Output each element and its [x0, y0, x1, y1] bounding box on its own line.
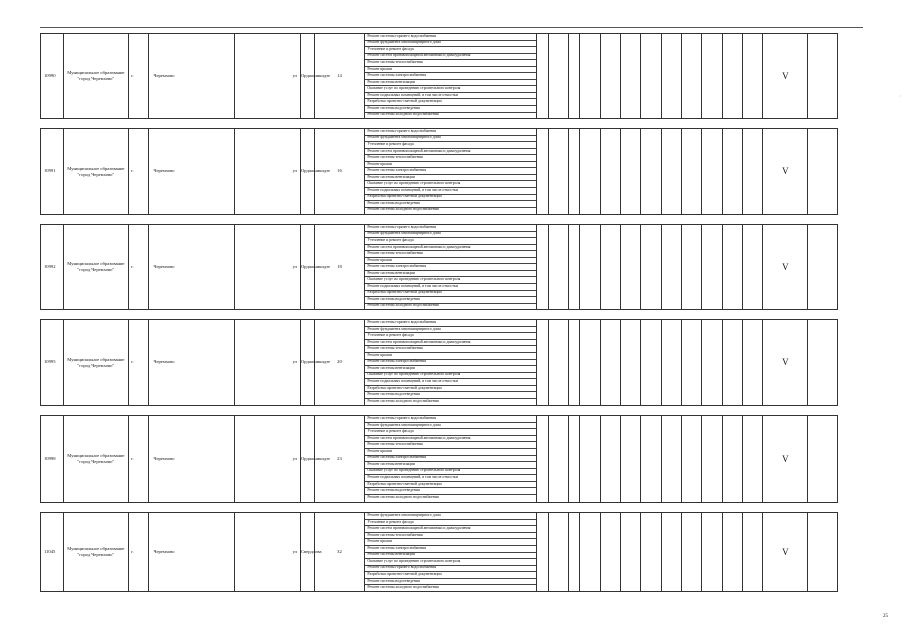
municipality: Муниципальное образование "город Черемхово" [63, 34, 129, 119]
work-item-label: Ремонт системы электроснабжения [365, 168, 536, 175]
blank-cell [620, 513, 640, 592]
blank-cell [600, 320, 620, 406]
work-item-label: Ремонт системы горячего водоснабжения [365, 565, 536, 572]
blank-cell [600, 416, 620, 503]
check-mark: V [763, 129, 808, 215]
record-row [41, 129, 838, 215]
blank-cell [742, 129, 762, 215]
blank-cell [808, 34, 838, 119]
street-type: ул [235, 416, 301, 503]
blank-cell [580, 34, 600, 119]
work-item-label: Ремонт системы вентиляции [365, 270, 536, 277]
work-item-label: Ремонт подвальных помещений, в том числе отмостки [365, 188, 536, 195]
work-item-label: Ремонт систем противопожарной автоматики и дымоудаления [365, 244, 536, 251]
blank-cell [702, 34, 722, 119]
works-list-cell [365, 225, 537, 310]
work-item [365, 112, 536, 118]
blank-cell [548, 225, 568, 310]
settlement-type: г. [129, 225, 149, 310]
work-item-label: Оказание услуг по проведению строительного контроля [365, 559, 536, 566]
street-name: Орджоникидзе [300, 416, 314, 503]
blank-cell [537, 34, 548, 119]
works-list-cell [365, 320, 537, 406]
blank-cell [641, 513, 661, 592]
record-row [41, 416, 838, 503]
work-item-label: Ремонт системы горячего водоснабжения [365, 320, 536, 326]
work-item-label: Ремонт системы электроснабжения [365, 359, 536, 366]
work-item-label: Ремонт крыши [365, 539, 536, 546]
blank-cell [742, 225, 762, 310]
blank-cell [620, 34, 640, 119]
settlement-name: Черемхово [149, 34, 235, 119]
works-list [365, 320, 536, 404]
blank-cell [568, 320, 579, 406]
work-item-label: Ремонт системы теплоснабжения [365, 442, 536, 449]
blank-cell [742, 320, 762, 406]
work-item-label: Ремонт систем противопожарной автоматики и дымоудаления [365, 148, 536, 155]
work-item-label: Ремонт системы теплоснабжения [365, 155, 536, 162]
street-name: Орджоникидзе [300, 320, 314, 406]
work-item-label: Ремонт системы холодного водоснабжения [367, 585, 439, 590]
blank-cell [808, 416, 838, 503]
works-list-cell [365, 34, 537, 119]
works-list [365, 416, 536, 500]
blank-cell [722, 513, 742, 592]
street-name: Орджоникидзе [300, 129, 314, 215]
work-item-label: Оказание услуг по проведению строительного контроля [365, 181, 536, 188]
work-item-label: Утепление и ремонт фасада [365, 429, 536, 436]
street-name: Орджоникидзе [300, 34, 314, 119]
settlement-type: г. [129, 320, 149, 406]
check-mark: V [763, 320, 808, 406]
work-item-label: Ремонт системы горячего водоснабжения [365, 129, 536, 135]
blank-cell [537, 320, 548, 406]
municipality: Муниципальное образование "город Черемхово" [63, 416, 129, 503]
blank-cell [568, 225, 579, 310]
work-item-label: Ремонт системы теплоснабжения [365, 251, 536, 258]
blank-cell [548, 34, 568, 119]
check-mark: V [763, 225, 808, 310]
record-block [40, 415, 838, 503]
work-item-label: Ремонт системы теплоснабжения [365, 60, 536, 67]
work-item-label: Ремонт системы водоотведения [365, 106, 536, 113]
blank-cell [568, 34, 579, 119]
record-row [41, 34, 838, 119]
blank-cell [548, 129, 568, 215]
settlement-type: г. [129, 129, 149, 215]
record-row [41, 513, 838, 592]
house-number: 16 [314, 129, 365, 215]
blank-cell [742, 513, 762, 592]
work-item [365, 494, 536, 500]
work-item-label: Ремонт системы холодного водоснабжения [367, 207, 439, 212]
house-number: 23 [314, 416, 365, 503]
record-id: 11045 [41, 513, 64, 592]
works-list [365, 225, 536, 309]
blank-cell [661, 320, 681, 406]
work-item-label: Ремонт системы холодного водоснабжения [367, 303, 439, 308]
blank-cell [548, 320, 568, 406]
record-id: 10992 [41, 225, 64, 310]
work-item-label: Ремонт систем противопожарной автоматики и дымоудаления [365, 526, 536, 533]
work-item-label: Ремонт системы электроснабжения [365, 545, 536, 552]
blank-cell [548, 513, 568, 592]
street-type: ул [235, 129, 301, 215]
work-item-label: Ремонт системы горячего водоснабжения [365, 416, 536, 422]
blank-cell [641, 225, 661, 310]
work-item-label: Утепление и ремонт фасада [365, 142, 536, 149]
blank-cell [681, 129, 701, 215]
work-item-label: Ремонт системы водоотведения [365, 392, 536, 399]
blank-cell [681, 320, 701, 406]
blank-cell [661, 513, 681, 592]
record-block [40, 319, 838, 406]
blank-cell [722, 225, 742, 310]
blank-cell [722, 416, 742, 503]
work-item-label: Ремонт системы электроснабжения [365, 264, 536, 271]
blank-cell [661, 225, 681, 310]
street-type: ул [235, 513, 301, 592]
settlement-name: Черемхово [149, 129, 235, 215]
blank-cell [580, 513, 600, 592]
municipality: Муниципальное образование "город Черемхово" [63, 225, 129, 310]
record-id: 10990 [41, 34, 64, 119]
record-block [40, 224, 838, 310]
works-list-cell [365, 513, 537, 592]
work-item-label: Ремонт системы горячего водоснабжения [365, 34, 536, 40]
house-number: 32 [314, 513, 365, 592]
blank-cell [600, 513, 620, 592]
blank-cell [661, 34, 681, 119]
work-item-label: Оказание услуг по проведению строительного контроля [365, 277, 536, 284]
work-item-label: Ремонт систем противопожарной автоматики и дымоудаления [365, 435, 536, 442]
blank-cell [620, 225, 640, 310]
settlement-type: г. [129, 513, 149, 592]
municipality: Муниципальное образование "город Черемхово" [63, 513, 129, 592]
blank-cell [537, 129, 548, 215]
work-item [365, 303, 536, 309]
page-number: 25 [883, 614, 888, 619]
settlement-name: Черемхово [149, 513, 235, 592]
work-item-label: Утепление и ремонт фасада [365, 519, 536, 526]
blank-cell [641, 320, 661, 406]
work-item-label: Ремонт системы вентиляции [365, 462, 536, 469]
work-item-label: Ремонт системы электроснабжения [365, 455, 536, 462]
blank-cell [568, 129, 579, 215]
blank-cell [580, 320, 600, 406]
blank-cell [702, 513, 722, 592]
record-id: 10998 [41, 416, 64, 503]
work-item-label: Ремонт системы вентиляции [365, 552, 536, 559]
blank-cell [620, 129, 640, 215]
blank-cell [620, 416, 640, 503]
blank-cell [568, 416, 579, 503]
record-id: 10995 [41, 320, 64, 406]
work-item-label: Оказание услуг по проведению строительного контроля [365, 468, 536, 475]
work-item-label: Оказание услуг по проведению строительного контроля [365, 86, 536, 93]
work-item-label: Ремонт подвальных помещений, в том числе отмостки [365, 92, 536, 99]
work-item-label: Разработка проектно-сметной документации [365, 572, 536, 579]
works-list-cell [365, 129, 537, 215]
street-type: ул [235, 34, 301, 119]
blank-cell [808, 320, 838, 406]
blank-cell [808, 513, 838, 592]
blank-cell [641, 34, 661, 119]
blank-cell [600, 34, 620, 119]
work-item-label: Ремонт крыши [365, 257, 536, 264]
work-item-label: Ремонт подвальных помещений, в том числе отмостки [365, 475, 536, 482]
stray-mark: ' [900, 96, 901, 101]
settlement-name: Черемхово [149, 225, 235, 310]
work-item-label: Ремонт фундамента многоквартирного дома [365, 40, 536, 47]
street-name: Свердлова [300, 513, 314, 592]
records-table [40, 33, 838, 601]
blank-cell [641, 129, 661, 215]
check-mark: V [763, 513, 808, 592]
work-item-label: Ремонт фундамента многоквартирного дома [365, 135, 536, 142]
record-row [41, 225, 838, 310]
work-item-label: Оказание услуг по проведению строительного контроля [365, 372, 536, 379]
work-item-label: Утепление и ремонт фасада [365, 47, 536, 54]
municipality: Муниципальное образование "город Черемхово" [63, 129, 129, 215]
blank-cell [580, 225, 600, 310]
blank-cell [681, 513, 701, 592]
work-item-label: Ремонт систем противопожарной автоматики и дымоудаления [365, 339, 536, 346]
blank-cell [742, 34, 762, 119]
work-item-label: Ремонт системы теплоснабжения [365, 346, 536, 353]
settlement-name: Черемхово [149, 320, 235, 406]
works-list [365, 129, 536, 213]
blank-cell [548, 416, 568, 503]
house-number: 20 [314, 320, 365, 406]
blank-cell [580, 129, 600, 215]
street-name: Орджоникидзе [300, 225, 314, 310]
blank-cell [600, 225, 620, 310]
record-block [40, 33, 838, 119]
work-item [365, 585, 536, 591]
street-type: ул [235, 320, 301, 406]
work-item-label: Разработка проектно-сметной документации [365, 99, 536, 106]
blank-cell [661, 129, 681, 215]
record-block [40, 128, 838, 215]
work-item-label: Ремонт подвальных помещений, в том числе отмостки [365, 379, 536, 386]
blank-cell [600, 129, 620, 215]
work-item [365, 207, 536, 213]
work-item-label: Ремонт крыши [365, 352, 536, 359]
house-number: 14 [314, 34, 365, 119]
work-item-label: Ремонт системы холодного водоснабжения [367, 112, 439, 117]
work-item-label: Ремонт системы горячего водоснабжения [365, 225, 536, 231]
blank-cell [808, 225, 838, 310]
blank-cell [702, 416, 722, 503]
house-number: 18 [314, 225, 365, 310]
record-row [41, 320, 838, 406]
work-item-label: Ремонт фундамента многоквартирного дома [365, 422, 536, 429]
record-id: 10991 [41, 129, 64, 215]
blank-cell [702, 320, 722, 406]
work-item-label: Ремонт подвальных помещений, в том числе отмостки [365, 284, 536, 291]
blank-cell [568, 513, 579, 592]
work-item-label: Ремонт крыши [365, 448, 536, 455]
settlement-type: г. [129, 34, 149, 119]
blank-cell [681, 225, 701, 310]
blank-cell [681, 416, 701, 503]
work-item-label: Разработка проектно-сметной документации [365, 385, 536, 392]
work-item-label: Ремонт крыши [365, 161, 536, 168]
work-item-label: Ремонт системы вентиляции [365, 366, 536, 373]
work-item-label: Ремонт системы вентиляции [365, 79, 536, 86]
work-item-label: Ремонт системы водоотведения [365, 578, 536, 585]
work-item-label: Ремонт системы вентиляции [365, 174, 536, 181]
work-item-label: Ремонт фундамента многоквартирного дома [365, 513, 536, 519]
works-list [365, 513, 536, 591]
blank-cell [537, 225, 548, 310]
blank-cell [702, 129, 722, 215]
blank-cell [742, 416, 762, 503]
top-rule [40, 27, 863, 28]
municipality: Муниципальное образование "город Черемхово" [63, 320, 129, 406]
works-list-cell [365, 416, 537, 503]
blank-cell [537, 416, 548, 503]
work-item-label: Утепление и ремонт фасада [365, 333, 536, 340]
blank-cell [537, 513, 548, 592]
check-mark: V [763, 416, 808, 503]
work-item-label: Ремонт системы водоотведения [365, 488, 536, 495]
work-item-label: Ремонт системы холодного водоснабжения [367, 494, 439, 499]
work-item-label: Разработка проектно-сметной документации [365, 194, 536, 201]
blank-cell [661, 416, 681, 503]
street-type: ул [235, 225, 301, 310]
record-block [40, 512, 838, 592]
work-item [365, 398, 536, 404]
work-item-label: Ремонт системы водоотведения [365, 201, 536, 208]
blank-cell [722, 320, 742, 406]
settlement-name: Черемхово [149, 416, 235, 503]
work-item-label: Разработка проектно-сметной документации [365, 481, 536, 488]
work-item-label: Утепление и ремонт фасада [365, 238, 536, 245]
blank-cell [722, 34, 742, 119]
work-item-label: Ремонт системы теплоснабжения [365, 532, 536, 539]
blank-cell [808, 129, 838, 215]
works-list [365, 34, 536, 118]
blank-cell [580, 416, 600, 503]
blank-cell [722, 129, 742, 215]
check-mark: V [763, 34, 808, 119]
blank-cell [641, 416, 661, 503]
blank-cell [620, 320, 640, 406]
work-item-label: Разработка проектно-сметной документации [365, 290, 536, 297]
work-item-label: Ремонт фундамента многоквартирного дома [365, 326, 536, 333]
blank-cell [681, 34, 701, 119]
settlement-type: г. [129, 416, 149, 503]
work-item-label: Ремонт системы холодного водоснабжения [367, 398, 439, 403]
work-item-label: Ремонт фундамента многоквартирного дома [365, 231, 536, 238]
work-item-label: Ремонт системы водоотведения [365, 297, 536, 304]
blank-cell [702, 225, 722, 310]
work-item-label: Ремонт крыши [365, 66, 536, 73]
work-item-label: Ремонт системы электроснабжения [365, 73, 536, 80]
work-item-label: Ремонт систем противопожарной автоматики и дымоудаления [365, 53, 536, 60]
